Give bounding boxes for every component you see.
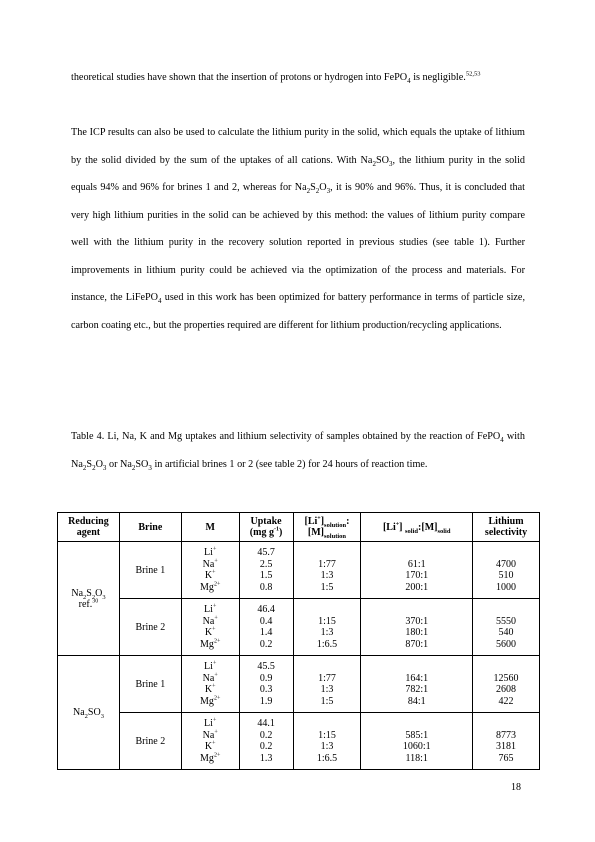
caption-text: Table 4. Li, Na, K and Mg uptakes and lithium selectivity of samples obtained by the reaction of FePO (71, 431, 501, 442)
ion-label (184, 604, 237, 616)
table-value (363, 604, 470, 616)
header-text: (mg g (249, 527, 274, 538)
ion-symbol: Na (202, 729, 215, 741)
ion-label (184, 730, 237, 742)
superscript: + (395, 521, 400, 528)
table-value: 3181 (496, 741, 517, 752)
selectivity-values (473, 599, 540, 656)
ratio-solution-values (293, 656, 361, 713)
ion-label (184, 582, 237, 594)
brine-cell: Brine 2 (119, 713, 181, 770)
ion-symbol: Mg (200, 695, 214, 707)
header-reducing-agent: Reducing agent (58, 513, 120, 542)
ratio-solution-values (293, 542, 361, 599)
subscript: 2 (83, 593, 87, 601)
paragraph-2 (71, 119, 525, 339)
table-value (296, 547, 359, 559)
table-value (475, 604, 537, 616)
subscript: 2 (315, 187, 320, 196)
table-value (475, 661, 537, 673)
table-value: 0.4 (259, 615, 273, 627)
ion-charge: + (212, 717, 217, 724)
table-value: 0.2 (259, 729, 273, 741)
uptake-values (239, 656, 293, 713)
ion-charge: 2+ (213, 581, 221, 588)
ion-charge: + (212, 569, 216, 576)
subscript: 2 (82, 463, 87, 472)
paragraph-text: The ICP results can also be used to calculate the lithium purity in the solid, which equals the uptake of lithium by the solid divided by the sum of the uptakes of all cations. With Na (71, 127, 525, 166)
ion-symbol: Na (202, 558, 215, 570)
header-text: ) (278, 527, 283, 538)
table-value: 1.9 (259, 695, 273, 707)
superscript: -1 (273, 526, 279, 533)
reducing-agent-cell (58, 656, 120, 770)
table-value: 1:77 (318, 558, 336, 570)
ratio-solid-values (361, 542, 473, 599)
table-value (363, 718, 470, 730)
subscript: 3 (326, 187, 331, 196)
ratio-solid-values (361, 599, 473, 656)
selectivity-values (473, 542, 540, 599)
table-value: 45.7 (257, 547, 275, 558)
ion-symbol: K (204, 741, 213, 752)
table-value: 1:3 (320, 627, 334, 638)
table-value: 45.5 (257, 661, 275, 672)
uptake-values (239, 599, 293, 656)
caption-text: SO (135, 458, 149, 470)
ion-charge: + (214, 672, 218, 679)
selectivity-values (473, 656, 540, 713)
agent-name: S (86, 587, 92, 599)
ion-label (184, 696, 237, 708)
table-value: 5600 (496, 638, 517, 650)
ion-symbol: Na (202, 672, 215, 684)
ion-charge: 2+ (213, 752, 221, 759)
subscript: solution (324, 533, 347, 540)
agent-name: SO (87, 707, 101, 718)
paragraph-text: , the lithium purity in the solid equals 94% and 96% for brines 1 and 2, whereas for Na (71, 154, 525, 193)
ion-list (181, 542, 239, 599)
uptake-values (239, 542, 293, 599)
paragraph-text: theoretical studies have shown that the insertion of protons or hydrogen into FePO (71, 72, 408, 83)
ratio-solid-values (361, 656, 473, 713)
table-value: 1:3 (320, 684, 334, 695)
ion-label (184, 673, 237, 685)
ion-symbol: K (204, 684, 213, 695)
header-text: ] (320, 516, 325, 527)
subscript: 2 (91, 593, 96, 601)
paragraph-text: O (319, 182, 327, 193)
brine-cell: Brine 2 (119, 599, 181, 656)
table-value: 765 (498, 752, 514, 764)
ion-label (184, 718, 237, 730)
table-value: 540 (498, 627, 514, 638)
ion-charge: + (212, 626, 216, 633)
ion-list (181, 713, 239, 770)
table-value: 84:1 (407, 695, 426, 707)
ion-symbol: Mg (200, 581, 214, 593)
table-value: 118:1 (405, 752, 428, 764)
paragraph-text: used in this work has been optimized for battery performance in terms of particle size, carbon coating etc., but the properties required are different for lithium production/recycling applications. (71, 292, 525, 331)
table-value: 1000 (496, 581, 517, 593)
table-value: 12560 (493, 672, 519, 684)
ion-symbol: K (204, 627, 213, 638)
brine-cell: Brine 1 (119, 542, 181, 599)
header-selectivity: Lithium selectivity (473, 513, 540, 542)
table-value: 1.3 (259, 752, 273, 764)
subscript: 4 (500, 436, 504, 445)
ion-label (184, 547, 237, 559)
subscript: solid (405, 527, 419, 535)
table-value: 170:1 (405, 570, 429, 581)
table-header-row (58, 513, 540, 542)
subscript: 3 (100, 713, 104, 720)
paragraph-1 (71, 64, 525, 92)
ion-symbol: K (204, 570, 213, 581)
ion-symbol: Mg (200, 752, 214, 764)
ion-symbol: Na (202, 615, 215, 627)
table-value: 1:77 (318, 672, 336, 684)
header-text: [M] (307, 527, 324, 538)
table-value (475, 718, 537, 730)
table-row (58, 713, 540, 770)
ion-label (184, 661, 237, 673)
table-value: 164:1 (405, 672, 429, 684)
caption-text: with Na (71, 431, 525, 470)
table-value: 0.8 (259, 581, 273, 593)
header-text: ] (399, 521, 406, 533)
agent-name: Na (71, 587, 84, 599)
table-value: 1060:1 (402, 741, 431, 752)
table-value: 782:1 (405, 684, 429, 695)
header-uptake (239, 513, 293, 542)
caption-text: S (86, 458, 93, 470)
table-value: 370:1 (405, 615, 429, 627)
subscript: 4 (407, 77, 411, 86)
ion-label (184, 639, 237, 651)
subscript: 2 (306, 187, 311, 196)
table-value: 422 (498, 695, 514, 707)
table-value (363, 661, 470, 673)
page-number: 18 (511, 782, 521, 793)
results-table (57, 512, 540, 770)
ion-charge: + (212, 603, 217, 610)
subscript: 2 (131, 463, 136, 472)
ion-label (184, 684, 237, 696)
table-caption (71, 423, 525, 478)
table-value: 510 (498, 570, 514, 581)
header-text: [Li (304, 516, 318, 527)
subscript: 4 (158, 297, 162, 306)
subscript: solution (324, 522, 347, 529)
paragraph-text: is negligible. (410, 72, 466, 83)
caption-text: O (95, 458, 103, 470)
header-ratio-solid (361, 513, 473, 542)
subscript: 3 (102, 593, 106, 601)
citation-ref: 30 (92, 598, 99, 605)
agent-name: Na (72, 707, 85, 718)
ion-charge: 2+ (213, 638, 221, 645)
ion-label (184, 741, 237, 753)
table-value (296, 604, 359, 616)
superscript: + (317, 515, 321, 522)
subscript: 3 (102, 463, 107, 472)
ion-label (184, 627, 237, 639)
ion-symbol: Li (204, 661, 213, 672)
table-value: 870:1 (405, 638, 429, 650)
reducing-agent-cell (58, 542, 120, 656)
ion-charge: + (212, 740, 216, 747)
table-value: 1:5 (320, 581, 334, 593)
table-value: 1:3 (320, 741, 334, 752)
table-value (296, 661, 359, 673)
header-text: Uptake (250, 516, 282, 527)
ion-charge: + (212, 683, 216, 690)
ion-charge: 2+ (213, 695, 221, 702)
subscript: 2 (84, 713, 88, 720)
ion-label (184, 570, 237, 582)
ion-label (184, 559, 237, 571)
table-row (58, 656, 540, 713)
table-value: 1:6.5 (316, 752, 338, 764)
uptake-values (239, 713, 293, 770)
caption-text: or Na (106, 458, 132, 470)
table-value: 46.4 (257, 604, 275, 615)
table-value: 0.2 (259, 741, 273, 752)
table-row (58, 599, 540, 656)
paragraph-text: , it is 90% and 96%. Thus, it is concluded that very high lithium purities in the solid can be achieved by this method: the values of lithium purity compare well with the lithium purity in the recovery solution reported in previous studies (see table 1). Further improvements in lithium purity could be achieved via the optimization of the process and materials. For instance, the LiFePO (71, 182, 525, 303)
ratio-solid-values (361, 713, 473, 770)
reference-label: ref. (78, 598, 93, 610)
ion-symbol: Li (204, 604, 213, 615)
table-value: 1.4 (259, 627, 273, 638)
table-value: 5550 (496, 615, 517, 627)
ion-charge: + (214, 615, 218, 622)
header-brine: Brine (119, 513, 181, 542)
subscript: solid (437, 527, 451, 535)
table-value: 8773 (496, 729, 517, 741)
ratio-solution-values (293, 599, 361, 656)
header-ratio-solution (293, 513, 361, 542)
ion-symbol: Li (204, 547, 213, 558)
table-value (296, 718, 359, 730)
table-value: 1:15 (318, 729, 336, 741)
table-row (58, 542, 540, 599)
subscript: 3 (148, 463, 152, 472)
table-value: 0.2 (259, 638, 273, 650)
table-value: 0.9 (259, 672, 273, 684)
citation-ref: 52,53 (465, 70, 481, 78)
table-value: 585:1 (405, 729, 429, 741)
table-value: 2.5 (259, 558, 273, 570)
table-value: 1:5 (320, 695, 334, 707)
ion-list (181, 656, 239, 713)
ion-label (184, 753, 237, 765)
header-m: M (181, 513, 239, 542)
table-value: 180:1 (405, 627, 429, 638)
ion-charge: + (214, 558, 218, 565)
header-text: : (346, 516, 350, 527)
table-value: 44.1 (257, 718, 275, 729)
table-value (363, 547, 470, 559)
subscript: 3 (388, 159, 393, 168)
paragraph-text: S (310, 182, 316, 193)
ratio-solution-values (293, 713, 361, 770)
agent-name: O (95, 587, 103, 599)
ion-list (181, 599, 239, 656)
table-value: 200:1 (405, 581, 429, 593)
table-value (475, 547, 537, 559)
table-value: 1:3 (320, 570, 334, 581)
ion-charge: + (212, 546, 217, 553)
header-text: [Li (382, 521, 396, 533)
caption-text: in artificial brines 1 or 2 (see table 2) for 24 hours of reaction time. (151, 458, 428, 470)
table-value: 0.3 (259, 684, 273, 695)
table-value: 1.5 (259, 570, 273, 581)
selectivity-values (473, 713, 540, 770)
table-value: 1:6.5 (316, 638, 338, 650)
ion-charge: + (214, 729, 218, 736)
subscript: 2 (372, 159, 376, 168)
ion-symbol: Mg (200, 638, 214, 650)
table-value: 61:1 (407, 558, 426, 570)
ion-symbol: Li (204, 718, 213, 729)
header-text: :[M] (418, 521, 438, 533)
subscript: 2 (92, 463, 96, 472)
table-value: 4700 (496, 558, 517, 570)
table-value: 1:15 (318, 615, 336, 627)
brine-cell: Brine 1 (119, 656, 181, 713)
table-value: 2608 (496, 684, 517, 695)
ion-label (184, 616, 237, 628)
ion-charge: + (212, 660, 217, 667)
paragraph-text: SO (375, 154, 389, 166)
